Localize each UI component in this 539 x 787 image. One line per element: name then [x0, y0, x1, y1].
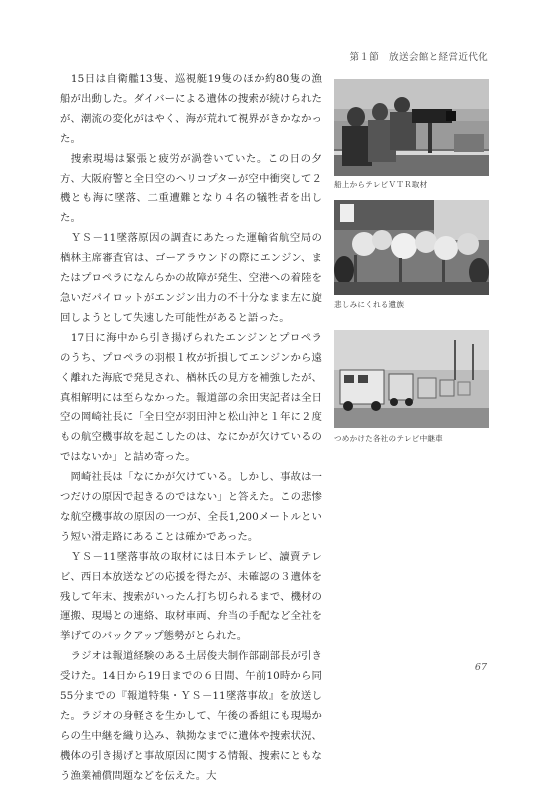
photo-caption: つめかけた各社のテレビ中継車: [334, 434, 443, 443]
paragraph: 17日に海中から引き揚げられたエンジンとプロペラのうち、プロペラの羽根１枚が折損してエンジンから遠く離れた海底で発見され、楢林氏の見方を補強したが、真相解明には至らなかった。報道部の余田実記者は全日空の岡崎社長に「全日空が羽田沖と松山沖と１年に２度もの航空機事故を起こしたのは、なにかが欠けているのではないか」と詰め寄った。: [60, 331, 322, 464]
photo-bereaved-families: [334, 200, 489, 295]
body-text: [60, 70, 322, 787]
photo-caption: 船上からテレビＶＴＲ取材: [334, 180, 428, 189]
photo-broadcast-vans: [334, 330, 489, 428]
photo-vtr-crew: [334, 79, 489, 176]
photo-vtr-crew-image: [334, 79, 489, 176]
paragraph: 捜索現場は緊張と疲労が渦巻いていた。この日の夕方、大阪府警と全日空のヘリコプターが空中衝突して２機とも海に墜落、二重遭難となり４名の犠牲者を出した。: [60, 152, 322, 225]
paragraph: ラジオは報道経験のある土居俊夫制作部副部長が引き受けた。14日から19日までの６日間、午前10時から同55分までの『報道特集・ＹＳ－11墜落事故』を放送した。ラジオの身軽さを生かして、午後の番組にも現場からの生中継を織り込み、執拗なまでに遺体や捜索状況、機体の引き揚げと事故原因に関する情報、捜索にともなう漁業補償問題などを伝えた。大: [60, 650, 322, 782]
photo-bereaved-families-image: [334, 200, 489, 295]
paragraph: ＹＳ－11墜落原因の調査にあたった運輸省航空局の楢林主席審査官は、ゴーアラウンドの際にエンジン、またはプロペラになんらかの故障が発生、空港への着陸を急いだパイロットがエンジン出力の不十分なまま左に旋回しようとして失速した可能性があると語った。: [60, 232, 322, 324]
page-number: 67: [474, 662, 487, 673]
paragraph: ＹＳ－11墜落事故の取材には日本テレビ、讀賣テレビ、西日本放送などの応援を得たが、未確認の３遺体を残して年末、捜索がいったん打ち切られるまで、機材の運搬、現場との連絡、取材車両、弁当の手配など全社を挙げてのバックアップ態勢がとられた。: [60, 550, 322, 643]
paragraph: 15日は自衛艦13隻、巡視艇19隻のほか約80隻の漁船が出動した。ダイバーによる遺体の捜索が続けられたが、潮流の変化がはやく、海が荒れて視界がきかなかった。: [60, 73, 322, 145]
paragraph: 岡崎社長は「なにかが欠けている。しかし、事故は一つだけの原因で起きるのではない」と答えた。この悲惨な航空機事故の原因の一つが、全長1,200メートルという短い滑走路にあることは確かであった。: [60, 471, 322, 543]
photo-caption: 悲しみにくれる遺族: [334, 300, 405, 309]
running-head: 第１節 放送会館と経営近代化: [349, 52, 488, 63]
photo-broadcast-vans-image: [334, 330, 489, 428]
